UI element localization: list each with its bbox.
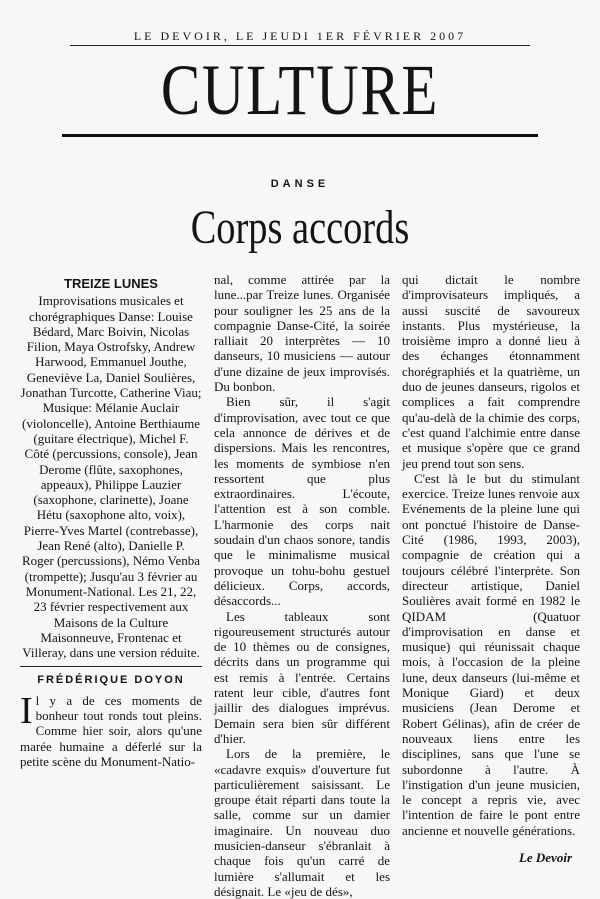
drop-cap: I: [20, 689, 33, 732]
section-title: CULTURE: [160, 50, 440, 130]
masthead-rule: [70, 45, 530, 46]
sidebar-body: Improvisations musicales et chorégraphiques Danse: Louise Bédard, Marc Boivin, Nicolas Filion, Maya Ostrofsky, Andrew Harwood, Emmanuel Jouthe, Geneviève La, Daniel Soulières, Jonathan Turcotte, Catherine Viau; Musique: Mélanie Auclair (violoncelle), Antoine Berthiaume (guitare électrique), Michel F. Côté (percussions, console), Jean Derome (flûte, saxophones, appeaux), Philippe Lauzier (saxophone, clarinette), Joane Hétu (saxophone alto, voix), Pierre-Yves Martel (contrebasse), Jean René (alto), Danielle P. Roger (percussions), Némo Venba (trompette); Jusqu'au 3 février au Monument-National. Les 21, 22, 23 février respectivement aux Maisons de la Culture Maisonneuve, Frontenac et Villeray, dans une version réduite.: [20, 293, 202, 661]
paragraph: C'est là le but du stimulant exercice. Treize lunes renvoie aux Evénements de la pleine lune qui ont ponctué l'histoire de Danse-Cité (1986, 1993, 2003), compagnie de création qui a toujours célébré l'interprète. Son directeur artistique, Daniel Soulières avait formé en 1982 le QIDAM (Quatuor d'improvisation en danse et musique) qui réunissait chaque mois, à l'occasion de la pleine lune, deux danseurs (lui-même et Monique Giard) et deux musiciens (Jean Derome et Robert Gélinas), afin de créer de nouveaux liens entre les disciplines, sans que l'une se subordonne à l'autre. À l'instigation d'un jeune musicien, le concept a repris vie, avec l'intention de faire le pont entre ancienne et nouvelle générations.: [402, 470, 580, 838]
paragraph: Bien sûr, il s'agit d'improvisation, avec tout ce que cela annonce de dérives et de dispersions. Mais les rencontres, les moments de symbiose n'en ressortent que plus extraordinaires. L'écoute, l'attention est à son comble. L'harmonie des corps nait soudain d'un chaos sonore, tandis que le minimalisme musical provoque un tohu-bohu gestuel délicieux. Corps, accords, désaccords...: [214, 394, 390, 609]
paragraph: qui dictait le nombre d'improvisateurs impliqués, a aussi suscité de savoureux instants. Plus mystérieuse, la troisième impro a donné lieu à des échanges étonnamment chorégraphiés et la quatrième, un duo de jeunes danseurs, rigolos et complices a fait comprendre qu'au-delà de la chimie des corps, c'est quand l'alchimie entre danse et musique s'opère que ce grand jeu prend tout son sens.: [402, 272, 580, 471]
lead-text: l y a de ces moments de bonheur tout ronds tout pleins. Comme hier soir, alors qu'une marée humaine a déferlé sur la petite scène du Monument-Natio-: [20, 692, 202, 769]
sidebar-divider: [20, 666, 202, 667]
paragraph: Lors de la première, le «cadavre exquis» d'ouverture fut particulièrement saisissant. Le groupe était réparti dans toute la salle, comme sur un damier imaginaire. Un nouveau duo musicien-danseur s'ébranlait à chaque fois qu'un carré de lumière s'allumait et les désignait. Le «jeu de dés»,: [214, 746, 390, 899]
byline: FRÉDÉRIQUE DOYON: [37, 674, 185, 687]
paragraph: nal, comme attirée par la lune...par Treize lunes. Organisée pour souligner les 25 ans de la compagnie Danse-Cité, la soirée ralliait 20 interprètes — 10 danseurs, 10 musiciens — autour d'une dizaine de jeux improvisés. Du bonbon.: [214, 272, 390, 395]
signature: Le Devoir: [518, 849, 572, 865]
column-3: [402, 272, 580, 865]
headline: Corps accords: [190, 201, 410, 254]
masthead: LE DEVOIR, LE JEUDI 1ER FÉVRIER 2007: [133, 29, 467, 43]
section-rule: [62, 134, 538, 137]
sidebar-title: TREIZE LUNES: [64, 276, 158, 291]
column-2: [214, 272, 390, 899]
paragraph: Les tableaux sont rigoureusement structurés autour de 10 thèmes ou de consignes, décrits dans un programme qui est remis à l'entrée. Certains ratent leur cible, d'autres font jaillir des dialogues imprévus. Demain sera bien sûr différent d'hier.: [214, 608, 390, 746]
kicker: DANSE: [270, 178, 330, 190]
column-1: [20, 276, 202, 769]
lead-paragraph: [20, 689, 202, 769]
